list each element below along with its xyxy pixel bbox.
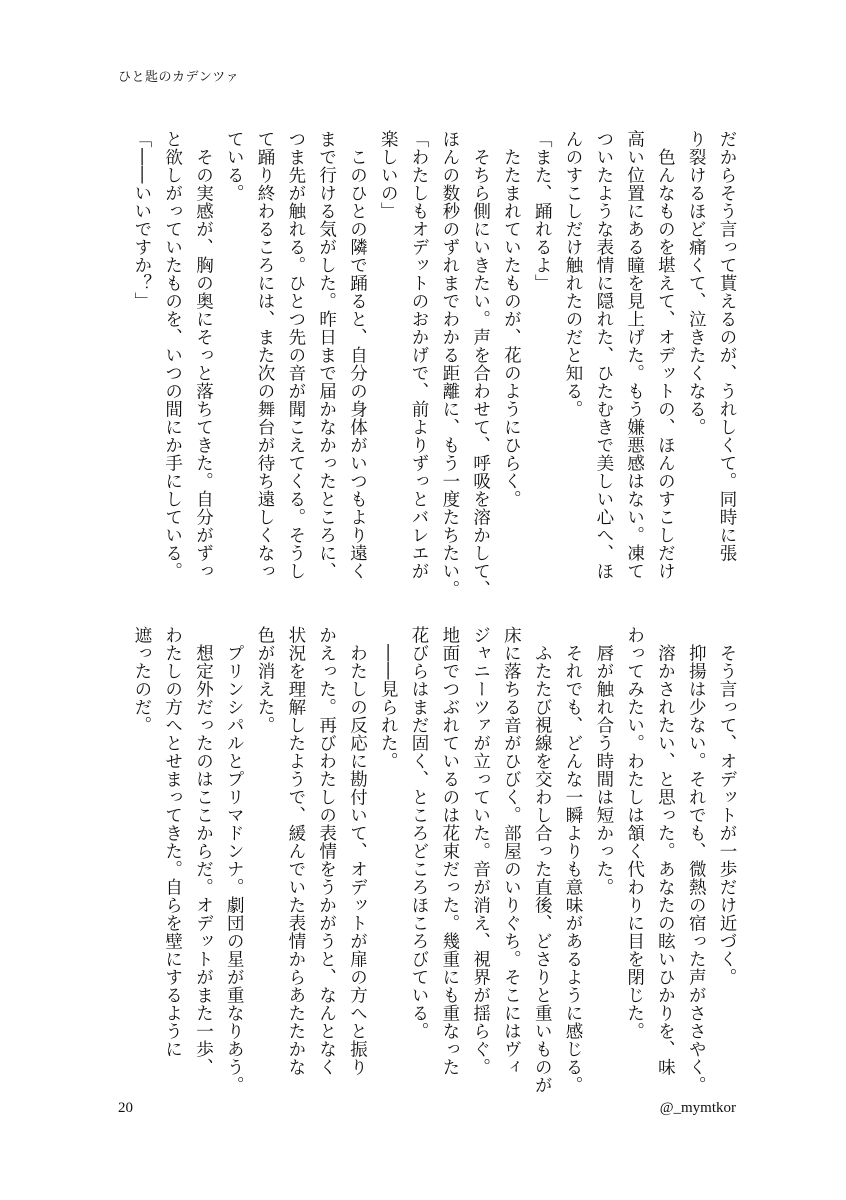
- text-line: 唇が触れ合う時間は短かった。: [593, 626, 614, 896]
- text-line: 地面でつぶれているのは花束だった。幾重にも重なった: [439, 626, 460, 1076]
- text-block-lower: [102, 626, 742, 1096]
- text-line: このひとの隣で踊ると、自分の身体がいつもより遠く: [347, 130, 368, 580]
- text-line: 花びらはまだ固く、ところどころほころびている。: [409, 626, 430, 1040]
- text-line: たたまれていたものが、花のようにひらく。: [501, 130, 522, 508]
- text-line: り裂けるほど痛くて、泣きたくなる。: [686, 130, 707, 436]
- text-line: つま先が触れる。ひとつ先の音が聞こえてくる。そうし: [285, 130, 306, 580]
- text-line: そちら側にいきたい。声を合わせて、呼吸を溶かして、: [470, 130, 491, 598]
- text-line: 床に落ちる音がひびく。部屋のいりぐち。そこにはヴィ: [501, 626, 522, 1076]
- text-line: ――見られた。: [378, 626, 399, 770]
- text-line: 高い位置にある瞳を見上げた。もう嫌悪感はない。凍て: [624, 130, 645, 580]
- author-credit: @_mymtkor: [659, 1100, 736, 1116]
- text-line: 楽しいの」: [378, 130, 399, 220]
- text-line: と欲しがっていたものを、いつの間にか手にしている。: [162, 130, 183, 580]
- text-line: わたしの反応に勘付いて、オデットが扉の方へと振り: [347, 626, 368, 1076]
- text-line: 溶かされたい、と思った。あなたの眩いひかりを、味: [655, 626, 676, 1076]
- text-line: 「わたしもオデットのおかげで、前よりずっとバレエが: [409, 130, 430, 580]
- text-line: わってみたい。わたしは頷く代わりに目を閉じた。: [624, 626, 645, 1040]
- text-line: 色が消えた。: [255, 626, 276, 734]
- text-line: んのすこしだけ触れたのだと知る。: [563, 130, 584, 418]
- text-line: 「――いいですか？」: [131, 130, 152, 310]
- text-line: 色んなものを堪えて、オデットの、ほんのすこしだけ: [655, 130, 676, 580]
- text-line: 想定外だったのはここからだ。オデットがまた一歩、: [193, 626, 214, 1076]
- text-line: ふたたび視線を交わし合った直後、どさりと重いものが: [532, 626, 553, 1094]
- text-line: ている。: [224, 130, 245, 202]
- text-line: ほんの数秒のずれまでわかる距離に、もう一度たちたい。: [439, 130, 460, 598]
- text-line: わたしの方へとせまってきた。自らを壁にするように: [162, 626, 183, 1058]
- text-line: 遮ったのだ。: [131, 626, 152, 734]
- text-line: かえった。再びわたしの表情をうかがうと、なんとなく: [316, 626, 337, 1076]
- text-line: ついたような表情に隠れた、ひたむきで美しい心へ、ほ: [593, 130, 614, 580]
- text-block-upper: [102, 130, 742, 600]
- text-line: 状況を理解したようで、緩んでいた表情からあたたかな: [285, 626, 306, 1076]
- text-line: 抑揚は少ない。それでも、微熱の宿った声がささやく。: [686, 626, 707, 1094]
- text-line: ジャニーツァが立っていた。音が消え、視界が揺らぐ。: [470, 626, 491, 1076]
- text-line: だからそう言って貰えるのが、うれしくて。同時に張: [717, 130, 737, 562]
- text-line: て踊り終わるころには、また次の舞台が待ち遠しくなっ: [255, 130, 276, 580]
- text-line: そう言って、オデットが一歩だけ近づく。: [717, 626, 737, 986]
- text-line: プリンシパルとプリマドンナ。劇団の星が重なりあう。: [224, 626, 245, 1094]
- text-line: まで行ける気がした。昨日まで届かなかったところに、: [316, 130, 337, 580]
- page-number: 20: [118, 1100, 133, 1116]
- running-header: ひと匙のカデンツァ: [118, 70, 240, 85]
- text-line: 「また、踊れるよ」: [532, 130, 553, 292]
- text-line: それでも、どんな一瞬よりも意味があるように感じる。: [563, 626, 584, 1094]
- text-line: その実感が、胸の奥にそっと落ちてきた。自分がずっ: [193, 130, 214, 580]
